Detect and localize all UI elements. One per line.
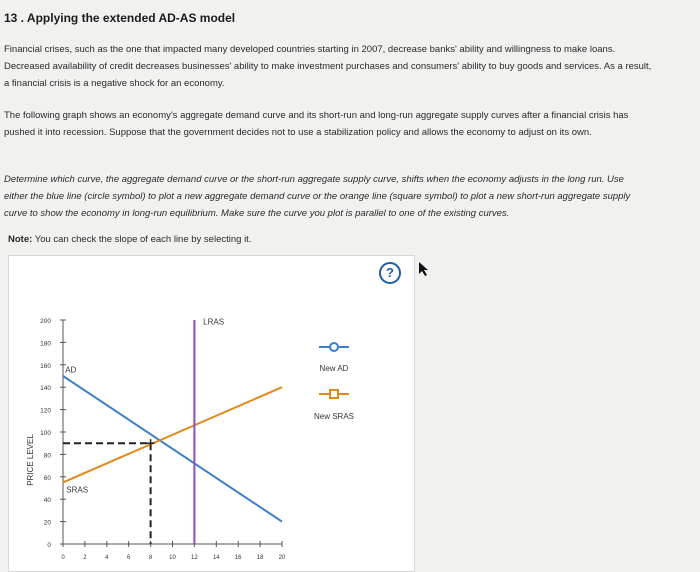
instructions-paragraph [4,171,630,222]
y-axis-label: PRICE LEVEL [26,434,35,486]
x-tick-label: 10 [169,555,176,561]
intro-line: Financial crises, such as the one that impacted many developed countries starting in 2007, decrease banks' ability and willingness to make loans. [4,44,616,55]
y-tick-label: 160 [40,362,51,370]
ad-as-chart [8,255,413,570]
x-tick-label: 14 [212,555,220,561]
x-tick-label: 6 [127,555,131,561]
y-tick-label: 60 [43,474,51,482]
chart-grid [63,320,282,544]
circle-symbol-icon [330,343,338,351]
x-tick-label: 20 [278,555,286,561]
new-ad-label: New AD [319,364,349,373]
new-sras-tool[interactable] [314,390,354,421]
ad-curve-label: AD [65,365,77,375]
note [8,234,251,245]
y-tick-label: 100 [40,430,51,437]
intro-paragraph-1 [4,41,651,92]
new-sras-label: New SRAS [313,412,355,421]
y-tick-label: 180 [40,340,51,348]
note-text: You can check the slope of each line by selecting it. [32,234,252,245]
instructions-line: Determine which curve, the aggregate demand curve or the short-run aggregate supply curve, shifts when the economy adjusts in the long run. Use [4,174,624,185]
square-symbol-icon [330,390,338,398]
note-label: Note: [8,234,33,245]
help-button[interactable]: ? [379,262,401,284]
intro-line: pushed it into recession. Suppose that the government decides not to use a stabilization policy and allows the economy to adjust on its own. [4,127,592,138]
y-tick-label: 40 [43,497,51,505]
x-tick-label: 16 [234,555,242,561]
lras-curve-label: LRAS [203,317,225,327]
sras-curve [63,387,282,482]
chart-curves[interactable] [63,317,282,544]
y-tick-label: 200 [40,318,51,325]
y-tick-label: 0 [47,542,51,549]
intro-line: Decreased availability of credit decreases businesses' ability to make investment purchases and consumers' ability to buy goods and services. As a result, [4,61,652,72]
ad-curve [63,376,282,522]
x-tick-label: 12 [191,555,198,561]
intro-line: The following graph shows an economy's aggregate demand curve and its short-run and long-run aggregate supply curves after a financial crisis has [4,110,629,121]
instructions-line: curve to show the economy in long-run equilibrium. Make sure the curve you plot is parallel to one of the existing curves. [4,208,510,219]
y-tick-label: 20 [43,519,51,527]
y-tick-label: 80 [43,452,51,460]
x-tick-label: 2 [83,555,87,561]
x-tick-label: 0 [61,555,65,561]
mouse-cursor-icon [417,260,431,278]
question-title: 13 . Applying the extended AD-AS model [4,11,236,25]
intro-paragraph-2 [4,107,628,141]
intro-line: a financial crisis is a negative shock for an economy. [4,78,225,89]
new-ad-tool[interactable] [319,343,349,373]
instructions-line: either the blue line (circle symbol) to plot a new aggregate demand curve or the orange line (square symbol) to plot a new short-run aggregate supply [4,191,631,202]
y-tick-label: 140 [40,385,51,393]
x-tick-label: 4 [105,555,109,561]
x-tick-label: 18 [256,555,264,561]
y-tick-label: 120 [40,407,51,415]
sras-curve-label: SRAS [66,485,89,495]
x-tick-label: 8 [148,555,153,561]
